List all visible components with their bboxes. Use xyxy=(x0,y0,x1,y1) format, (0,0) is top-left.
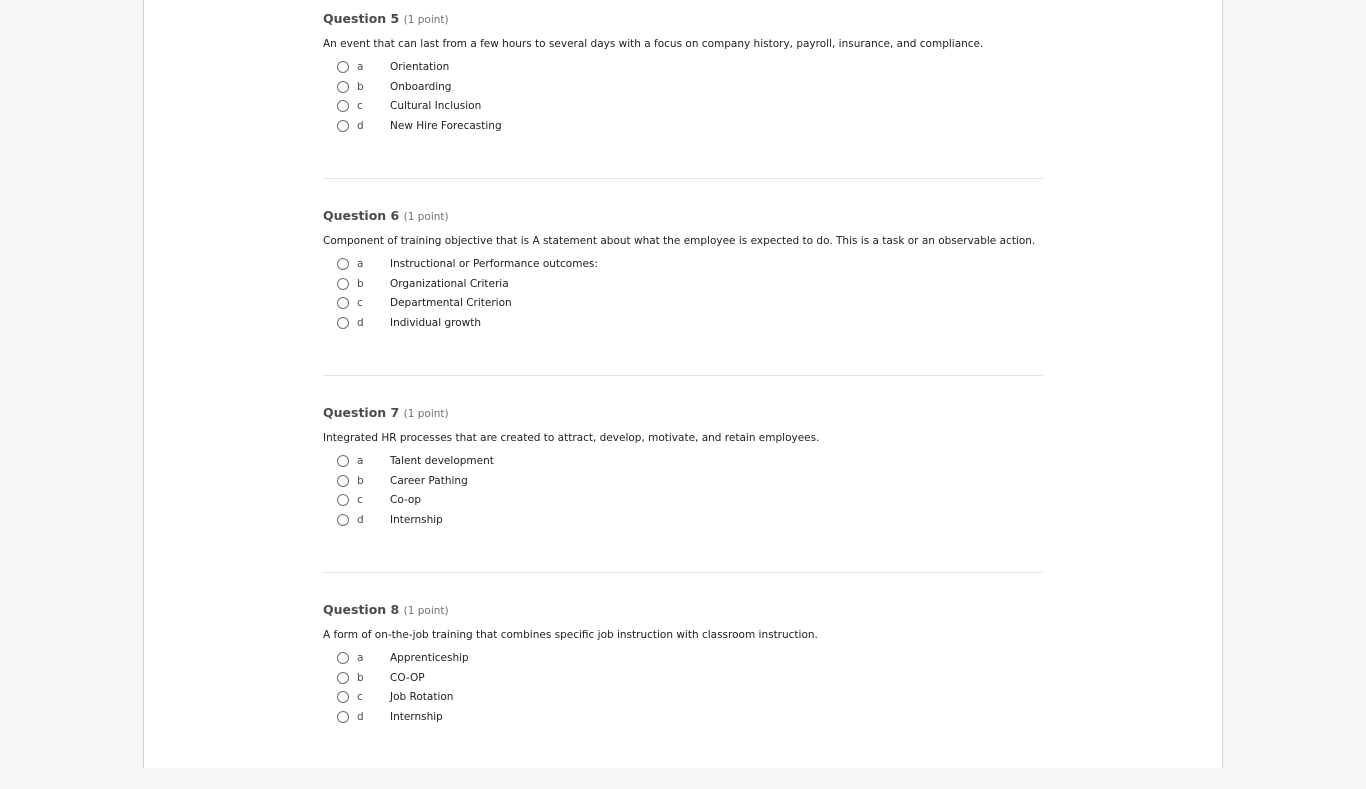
option-letter: b xyxy=(357,474,364,487)
radio-button[interactable] xyxy=(337,711,349,723)
answer-option[interactable] xyxy=(337,472,468,490)
answer-option[interactable] xyxy=(337,294,512,312)
answer-option[interactable] xyxy=(337,97,481,115)
option-letter: d xyxy=(357,513,364,526)
question-6 xyxy=(323,198,1043,395)
option-label: Onboarding xyxy=(390,80,452,93)
option-letter: c xyxy=(357,691,363,704)
radio-button[interactable] xyxy=(337,455,349,467)
option-label: Internship xyxy=(390,513,443,526)
question-title: Question 6 (1 point) xyxy=(323,208,449,223)
answer-option[interactable] xyxy=(337,649,469,667)
option-label: Apprenticeship xyxy=(390,652,469,664)
radio-button[interactable] xyxy=(337,81,349,93)
divider xyxy=(323,572,1043,573)
answer-option[interactable] xyxy=(337,78,451,96)
question-points: (1 point) xyxy=(403,211,449,223)
question-points: (1 point) xyxy=(403,408,449,420)
option-label: Individual growth xyxy=(390,316,482,329)
option-letter: a xyxy=(357,61,364,73)
question-text: An event that can last from a few hours to several days with a focus on company history, payroll, insurance, and compliance. xyxy=(323,38,984,50)
question-text: Integrated HR processes that are created to attract, develop, motivate, and retain employees. xyxy=(323,432,820,444)
option-letter: c xyxy=(357,494,363,507)
option-letter: a xyxy=(357,455,364,467)
option-letter: b xyxy=(357,80,364,93)
answer-option[interactable] xyxy=(337,58,449,76)
option-label: Internship xyxy=(390,710,443,723)
option-label: Talent development xyxy=(390,455,494,467)
option-label: Job Rotation xyxy=(390,691,454,704)
radio-button[interactable] xyxy=(337,494,349,506)
answer-option[interactable] xyxy=(337,275,509,293)
answer-option[interactable] xyxy=(337,688,453,706)
radio-button[interactable] xyxy=(337,258,349,270)
option-letter: a xyxy=(357,652,364,664)
option-label: Instructional or Performance outcomes: xyxy=(390,258,598,270)
radio-button[interactable] xyxy=(337,100,349,112)
radio-button[interactable] xyxy=(337,278,349,290)
answer-option[interactable] xyxy=(337,117,502,135)
option-letter: b xyxy=(357,671,364,684)
question-text: A form of on-the-job training that combines specific job instruction with classroom instruction. xyxy=(323,629,818,641)
radio-button[interactable] xyxy=(337,475,349,487)
radio-button[interactable] xyxy=(337,514,349,526)
answer-option[interactable] xyxy=(337,491,421,509)
option-letter: d xyxy=(357,119,364,132)
quiz-panel xyxy=(143,0,1223,768)
option-letter: c xyxy=(357,297,363,310)
radio-button[interactable] xyxy=(337,297,349,309)
option-label: Cultural Inclusion xyxy=(390,100,482,113)
question-8 xyxy=(323,592,1043,789)
divider xyxy=(323,375,1043,376)
question-5 xyxy=(323,1,1043,198)
radio-button[interactable] xyxy=(337,652,349,664)
option-label: Orientation xyxy=(390,61,450,73)
answer-option[interactable] xyxy=(337,314,481,332)
option-letter: d xyxy=(357,316,364,329)
question-text: Component of training objective that is A statement about what the employee is expected to do. This is a task or an observable action. xyxy=(323,235,1036,247)
question-title: Question 8 (1 point) xyxy=(323,602,449,617)
question-title: Question 5 (1 point) xyxy=(323,11,449,26)
option-label: Co-op xyxy=(390,494,422,507)
radio-button[interactable] xyxy=(337,61,349,73)
option-label: New Hire Forecasting xyxy=(390,119,502,132)
option-letter: c xyxy=(357,100,363,113)
divider xyxy=(323,178,1043,179)
question-7 xyxy=(323,395,1043,592)
option-label: Career Pathing xyxy=(390,474,468,487)
option-label: Organizational Criteria xyxy=(390,277,509,290)
answer-option[interactable] xyxy=(337,708,443,726)
option-letter: b xyxy=(357,277,364,290)
question-points: (1 point) xyxy=(403,605,449,617)
radio-button[interactable] xyxy=(337,691,349,703)
question-title: Question 7 (1 point) xyxy=(323,405,449,420)
radio-button[interactable] xyxy=(337,672,349,684)
answer-option[interactable] xyxy=(337,511,443,529)
radio-button[interactable] xyxy=(337,317,349,329)
question-points: (1 point) xyxy=(403,14,449,26)
answer-option[interactable] xyxy=(337,255,598,273)
option-label: CO-OP xyxy=(390,671,425,684)
option-label: Departmental Criterion xyxy=(390,297,512,310)
answer-option[interactable] xyxy=(337,669,425,687)
option-letter: a xyxy=(357,258,364,270)
option-letter: d xyxy=(357,710,364,723)
answer-option[interactable] xyxy=(337,452,494,470)
radio-button[interactable] xyxy=(337,120,349,132)
